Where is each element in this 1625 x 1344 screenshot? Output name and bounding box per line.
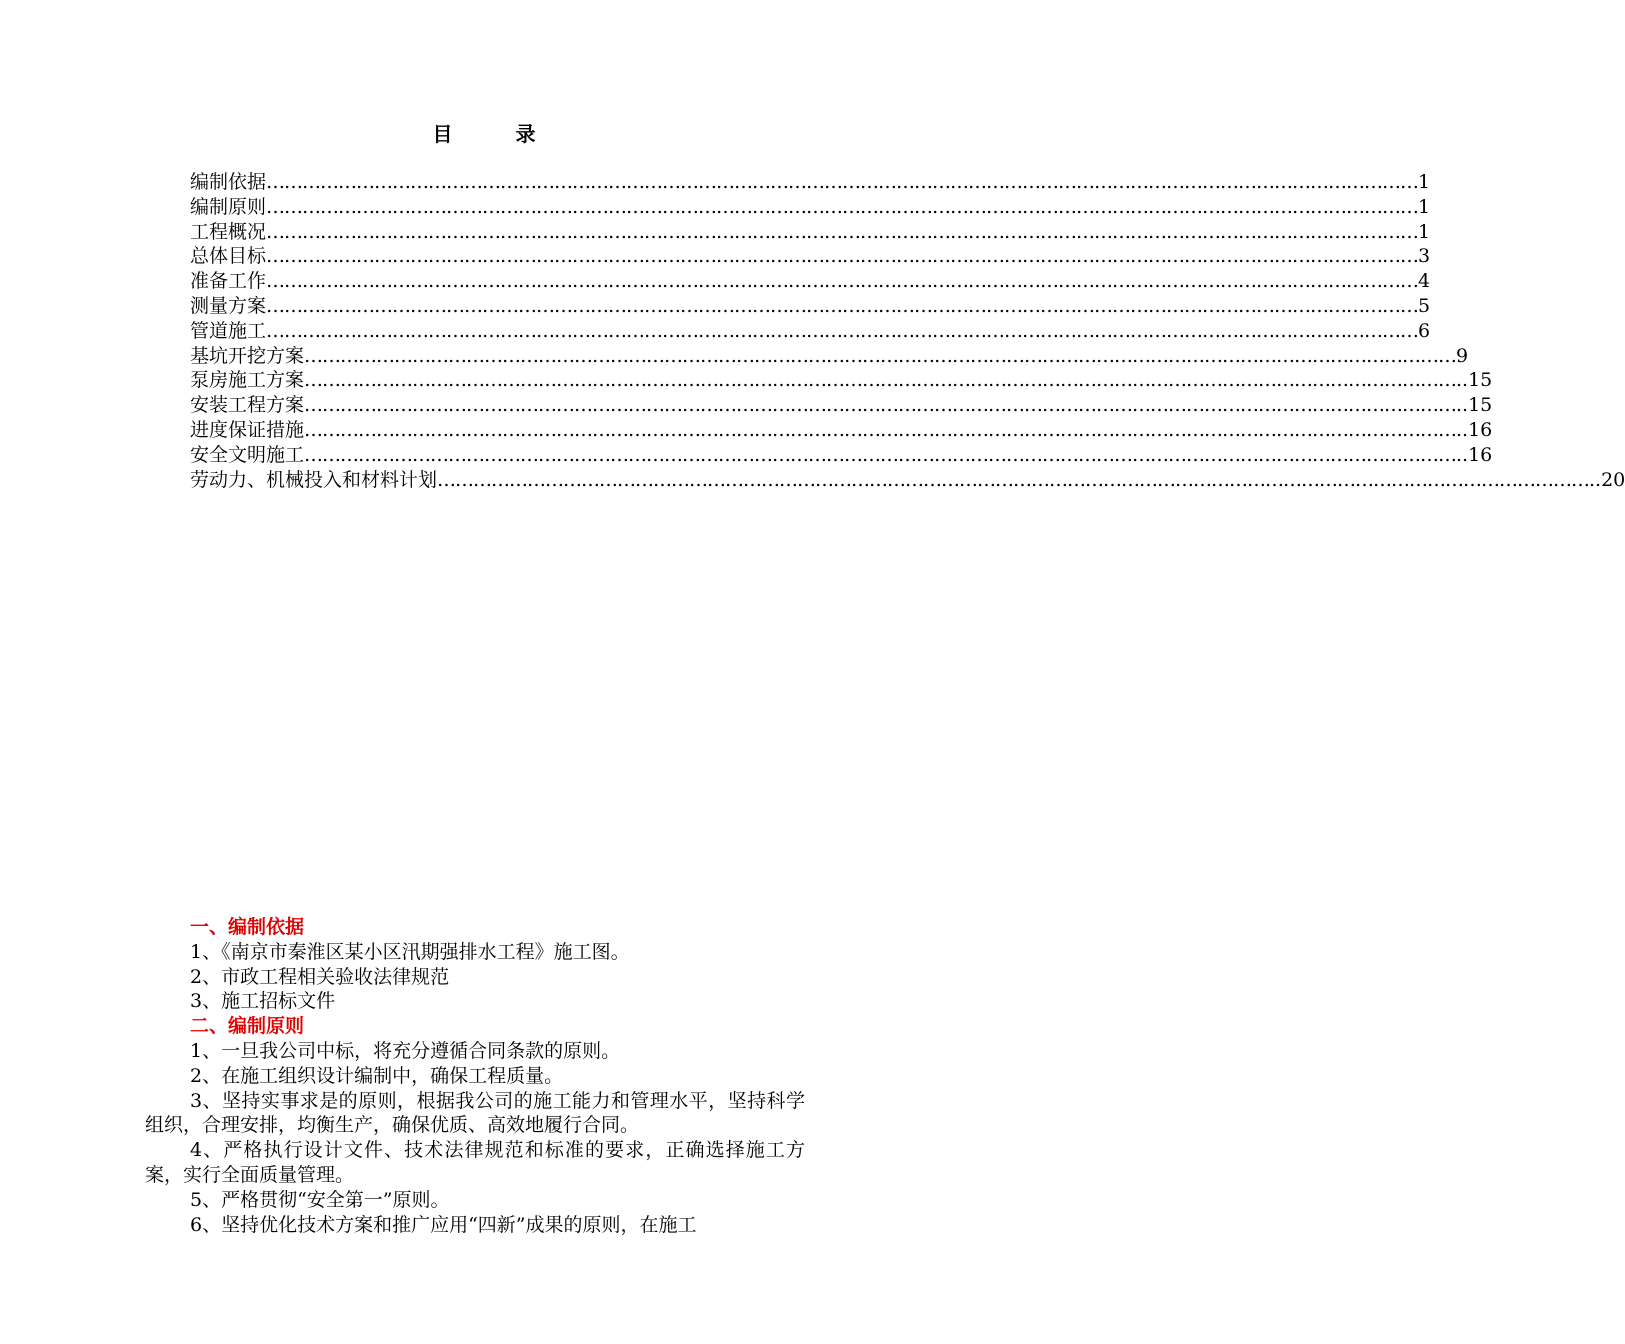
toc-title: 目 录	[432, 122, 564, 146]
toc-leader-dots: …………………………………………………………………………………………………………………………………………………………………………	[304, 344, 1457, 367]
toc-entry-label: 总体目标	[190, 245, 267, 268]
toc-leader-dots: …………………………………………………………………………………………………………………………………………………………………………	[266, 195, 1419, 218]
toc-leader-dots: …………………………………………………………………………………………………………………………………………………………………………	[266, 270, 1419, 293]
table-of-contents	[190, 170, 1625, 492]
toc-leader-dots: …………………………………………………………………………………………………………………………………………………………………………	[304, 369, 1457, 392]
toc-entry-label: 安全文明施工	[190, 443, 305, 466]
toc-entry-label: 工程概况	[190, 220, 267, 243]
toc-entry-label: 基坑开挖方案	[190, 344, 305, 367]
section-heading: 一、编制依据	[190, 916, 305, 938]
toc-leader-dots: …………………………………………………………………………………………………………………………………………………………………………	[266, 171, 1419, 193]
toc-entry[interactable]	[190, 393, 1493, 418]
toc-entry-label: 编制依据	[190, 171, 267, 193]
paragraph: 1、《南京市秦淮区某小区汛期强排水工程》施工图。	[190, 940, 630, 963]
toc-entry[interactable]	[190, 468, 1625, 493]
toc-entry[interactable]	[190, 294, 1431, 319]
paragraph: 4、严格执行设计文件、技术法律规范和标准的要求，正确选择施工方案，实行全面质量管理。	[145, 1139, 805, 1186]
toc-entry[interactable]	[190, 319, 1431, 344]
toc-entry-label: 泵房施工方案	[190, 369, 305, 392]
toc-entry-label: 测量方案	[190, 294, 267, 317]
toc-leader-dots: …………………………………………………………………………………………………………………………………………………………………………	[304, 418, 1457, 441]
toc-entry-page: ..16	[1456, 418, 1493, 441]
toc-leader-dots: …………………………………………………………………………………………………………………………………………………………………………	[266, 220, 1419, 243]
paragraph: 2、在施工组织设计编制中，确保工程质量。	[190, 1064, 564, 1087]
toc-leader-dots: …………………………………………………………………………………………………………………………………………………………………………	[266, 294, 1419, 317]
toc-entry-page: 9	[1456, 344, 1469, 367]
section-heading: 二、编制原则	[190, 1015, 305, 1038]
toc-leader-dots: …………………………………………………………………………………………………………………………………………………………………………	[304, 394, 1457, 417]
toc-entry-page: ..15	[1456, 369, 1493, 392]
toc-entry[interactable]	[190, 368, 1493, 393]
toc-entry-page: 6	[1418, 319, 1431, 342]
toc-entry-page: 1	[1418, 220, 1431, 243]
paragraph: 1、一旦我公司中标，将充分遵循合同条款的原则。	[190, 1039, 621, 1062]
toc-entry[interactable]	[190, 195, 1431, 220]
toc-leader-dots: …………………………………………………………………………………………………………………………………………………………………………	[437, 468, 1590, 491]
toc-entry-page: 3	[1418, 245, 1431, 268]
toc-entry-label: 准备工作	[190, 270, 267, 293]
toc-leader-dots: …………………………………………………………………………………………………………………………………………………………………………	[266, 245, 1419, 268]
toc-entry[interactable]	[190, 344, 1469, 369]
toc-entry[interactable]	[190, 170, 1431, 195]
toc-entry-page: ..15	[1456, 394, 1493, 417]
toc-entry-page: 1	[1418, 195, 1431, 218]
toc-entry-page: 1	[1418, 171, 1431, 193]
toc-leader-dots: …………………………………………………………………………………………………………………………………………………………………………	[266, 319, 1419, 342]
toc-entry-page: 5	[1418, 294, 1431, 317]
toc-entry-label: 安装工程方案	[190, 394, 305, 417]
toc-entry-label: 劳动力、机械投入和材料计划	[190, 468, 438, 491]
toc-entry-label: 进度保证措施	[190, 418, 305, 441]
document-body	[145, 915, 805, 1237]
paragraph: 2、市政工程相关验收法律规范	[190, 965, 450, 988]
toc-entry[interactable]	[190, 269, 1431, 294]
toc-entry-label: 管道施工	[190, 319, 267, 342]
paragraph: 6、坚持优化技术方案和推广应用“四新”成果的原则，在施工	[190, 1213, 697, 1236]
toc-entry-page: ..16	[1456, 443, 1493, 466]
toc-entry-page: 4	[1418, 270, 1431, 293]
toc-entry[interactable]	[190, 244, 1431, 269]
toc-entry-label: 编制原则	[190, 195, 267, 218]
toc-entry-page: ..20	[1589, 468, 1625, 491]
toc-entry[interactable]	[190, 220, 1431, 245]
toc-entry[interactable]	[190, 443, 1493, 468]
paragraph: 3、施工招标文件	[190, 990, 336, 1013]
paragraph: 3、坚持实事求是的原则，根据我公司的施工能力和管理水平，坚持科学组织，合理安排，均衡生产，确保优质、高效地履行合同。	[145, 1089, 805, 1137]
paragraph: 5、严格贯彻“安全第一”原则。	[190, 1188, 450, 1211]
toc-leader-dots: …………………………………………………………………………………………………………………………………………………………………………	[304, 443, 1457, 466]
toc-entry[interactable]	[190, 418, 1493, 443]
